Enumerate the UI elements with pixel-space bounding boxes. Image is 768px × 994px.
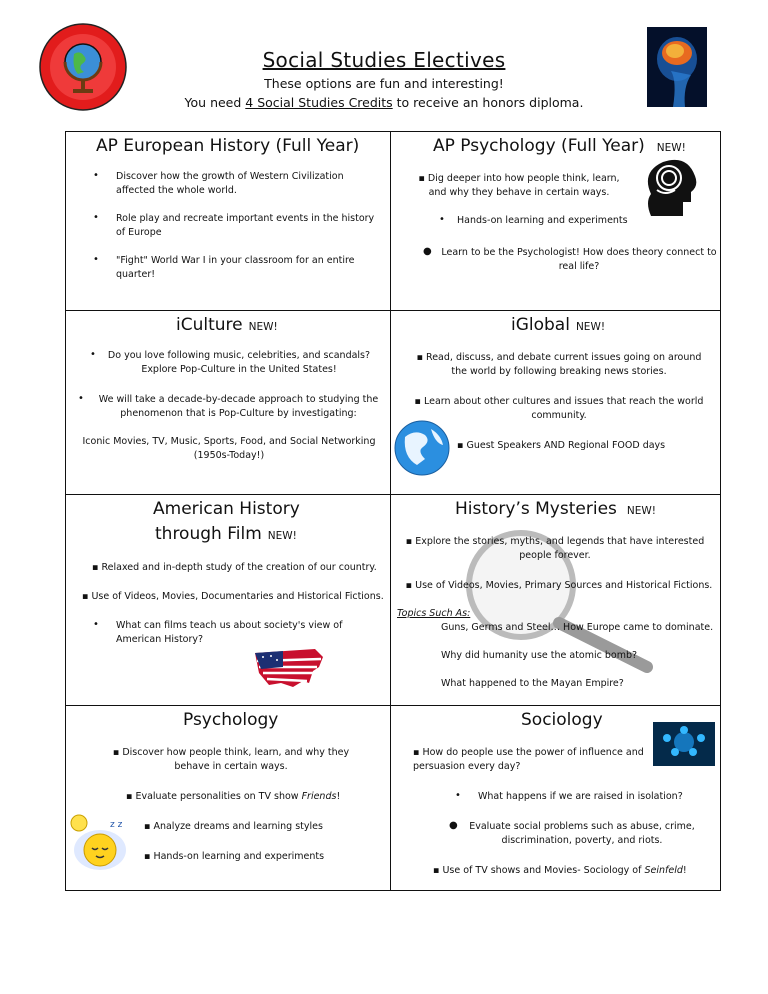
head-maze-icon — [637, 156, 699, 218]
bullet-icon: ● — [423, 246, 432, 257]
bullet-icon: • — [93, 619, 99, 630]
new-badge: NEW! — [575, 321, 606, 333]
new-badge: NEW! — [626, 505, 656, 517]
list-item: ▪ Relaxed and in-depth study of the creation of our country. — [92, 562, 377, 573]
list-item: We will take a decade-by-decade approach to studying the phenomenon that is Pop-Culture by investigating: — [98, 394, 379, 419]
bullet-icon: • — [78, 393, 84, 404]
list-item: ▪ Use of Videos, Movies, Documentaries and Historical Fictions. — [82, 591, 384, 602]
list-item: ▪ Analyze dreams and learning styles — [144, 821, 323, 832]
bullet-icon: • — [90, 349, 96, 360]
list-item: ▪ Discover how people think, learn, and why they behave in certain ways. — [112, 747, 350, 772]
new-badge: NEW! — [656, 142, 686, 154]
cell-iculture — [66, 311, 390, 494]
cell-title: AP Psychology (Full Year) NEW! — [433, 136, 686, 156]
list-item: Role play and recreate important events in the history of Europe — [116, 213, 375, 238]
list-item: What can films teach us about society's view of American History? — [116, 620, 343, 645]
cell-title: AP European History (Full Year) — [96, 136, 360, 156]
list-item: ▪ Dig deeper into how people think, learn, and why they behave in certain ways. — [418, 173, 620, 198]
list-item: "Fight" World War I in your classroom for an entire quarter! — [116, 255, 355, 280]
cell-historys-mysteries — [391, 495, 720, 705]
electives-grid — [65, 131, 721, 891]
cell-title: Sociology — [521, 710, 603, 730]
bullet-icon: • — [93, 254, 99, 265]
cell-title: Psychology — [183, 710, 279, 730]
network-people-icon — [653, 722, 715, 766]
list-item: Discover how the growth of Western Civilization affected the whole world. — [116, 171, 344, 196]
cell-title-line-2: through Film NEW! — [155, 524, 297, 544]
list-item: ▪ Read, discuss, and debate current issues going on around the world by following breaking news stories. — [416, 352, 702, 377]
list-item: ▪ Learn about other cultures and issues that reach the world community. — [414, 396, 704, 421]
cell-ap-psychology — [391, 132, 720, 310]
cell-american-history-film — [66, 495, 390, 705]
list-item: Why did humanity use the atomic bomb? — [441, 650, 638, 661]
bullet-icon: • — [93, 170, 99, 181]
cell-psychology — [66, 706, 390, 890]
credits-requirement: 4 Social Studies Credits — [245, 95, 393, 110]
earth-icon — [393, 419, 451, 477]
new-badge: NEW! — [267, 530, 297, 542]
page-title: Social Studies Electives — [262, 48, 506, 72]
topics-label: Topics Such As: — [397, 608, 471, 619]
new-badge: NEW! — [248, 321, 278, 333]
list-item: ▪ Evaluate personalities on TV show Friends! — [126, 791, 341, 802]
list-item: What happened to the Mayan Empire? — [441, 678, 624, 689]
subtitle-line-1: These options are fun and interesting! — [264, 76, 504, 91]
zz-label: z z — [110, 820, 123, 830]
list-item: Hands-on learning and experiments — [457, 215, 628, 226]
cell-title: iCulture NEW! — [176, 315, 278, 335]
cell-sociology — [391, 706, 720, 890]
list-item: What happens if we are raised in isolation? — [478, 791, 683, 802]
list-item: ▪ Use of TV shows and Movies- Sociology of Seinfeld! — [433, 865, 687, 876]
list-item: Iconic Movies, TV, Music, Sports, Food, and Social Networking (1950s-Today!) — [82, 436, 376, 461]
list-item: Learn to be the Psychologist! How does theory connect to real life? — [441, 247, 717, 272]
list-item: ▪ Explore the stories, myths, and legends that have interested people forever. — [405, 536, 705, 561]
us-flag-map-icon — [251, 645, 325, 693]
cell-ap-european-history — [66, 132, 390, 310]
bullet-icon: • — [439, 214, 445, 225]
list-item: Do you love following music, celebrities, and scandals? Explore Pop-Culture in the United States! — [107, 350, 371, 375]
list-item: ▪ How do people use the power of influence and persuasion every day? — [413, 747, 644, 772]
list-item: Evaluate social problems such as abuse, crime, discrimination, poverty, and riots. — [469, 821, 695, 846]
bullet-icon: • — [455, 790, 461, 801]
cell-title: History’s Mysteries NEW! — [455, 499, 656, 519]
subtitle-line-2: You need 4 Social Studies Credits to receive an honors diploma. — [184, 95, 584, 110]
list-item: ▪ Use of Videos, Movies, Primary Sources and Historical Fictions. — [405, 580, 713, 591]
list-item: ▪ Hands-on learning and experiments — [144, 851, 325, 862]
list-item: ▪ Guest Speakers AND Regional FOOD days — [457, 440, 666, 451]
bullet-icon: ● — [449, 820, 458, 831]
bullet-icon: • — [93, 212, 99, 223]
cell-title: iGlobal NEW! — [511, 315, 606, 335]
cell-title-line-1: American History — [153, 499, 300, 519]
list-item: Guns, Germs and Steel… How Europe came to dominate. — [441, 622, 714, 633]
cell-iglobal — [391, 311, 720, 494]
